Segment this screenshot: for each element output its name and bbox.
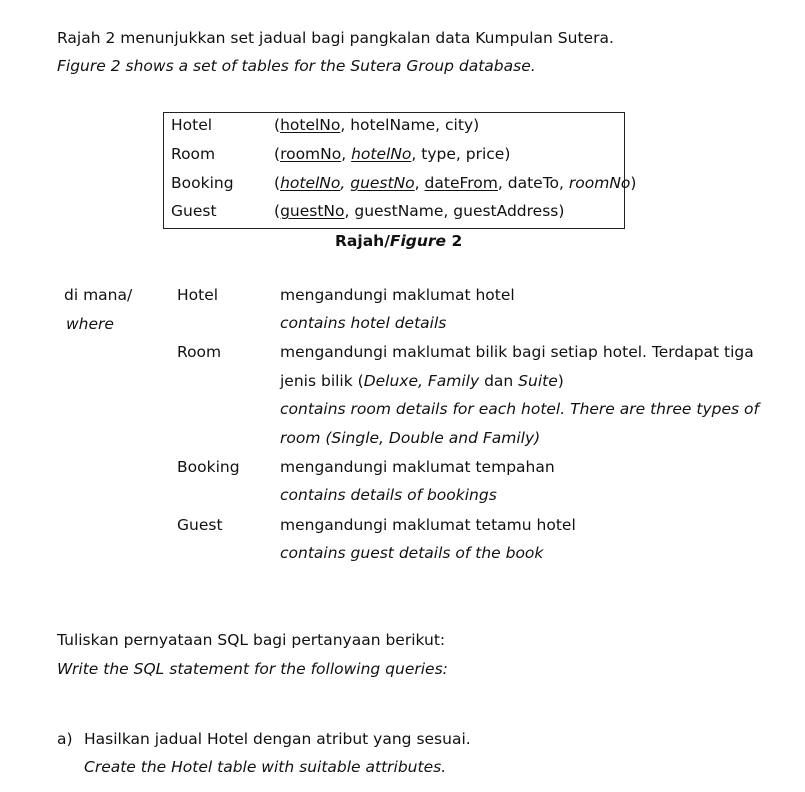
schema-key-attribute: hotelNo [280, 116, 341, 134]
room-malay-dan: dan [479, 372, 519, 390]
schema-attributes [274, 144, 510, 164]
desc-hotel-english: contains hotel details [280, 314, 447, 332]
schema-attribute-text: , [340, 174, 351, 192]
schema-attribute-text: , dateTo, [497, 174, 569, 192]
schema-paren: ( [274, 202, 281, 220]
desc-guest-english: contains guest details of the book [280, 544, 544, 562]
schema-paren: ( [274, 116, 281, 134]
caption-english: Figure [389, 232, 447, 250]
desc-room-malay-line1: mengandungi maklumat bilik bagi setiap hotel. Terdapat tiga [280, 343, 754, 361]
schema-paren: ( [274, 145, 281, 163]
room-malay-pre: jenis bilik ( [280, 372, 364, 390]
room-malay-deluxe: Deluxe, Family [363, 372, 480, 390]
desc-booking-name: Booking [177, 458, 240, 476]
schema-key-attribute: hotelNo [280, 174, 341, 192]
schema-key-attribute: guestNo [350, 174, 415, 192]
schema-table-name: Room [171, 145, 216, 163]
caption-number: 2 [446, 232, 463, 250]
schema-attribute-text: ) [630, 174, 637, 192]
question-a-label: a) [57, 730, 73, 748]
schema-attribute-text: , [414, 174, 425, 192]
desc-booking-english: contains details of bookings [280, 486, 497, 504]
desc-room-english-line2: room (Single, Double and Family) [280, 429, 541, 447]
schema-paren: ( [274, 174, 281, 192]
schema-attribute-text: , [341, 145, 352, 163]
intro-malay: Rajah 2 menunjukkan set jadual bagi pangkalan data Kumpulan Sutera. [57, 29, 614, 47]
desc-room-english-line1: contains room details for each hotel. There are three types of [280, 400, 759, 418]
desc-booking-malay: mengandungi maklumat tempahan [280, 458, 555, 476]
intro-english: Figure 2 shows a set of tables for the Sutera Group database. [57, 57, 536, 75]
schema-table-name: Guest [171, 202, 217, 220]
schema-attributes [274, 201, 564, 221]
schema-table-name: Hotel [171, 116, 213, 134]
question-a-malay: Hasilkan jadual Hotel dengan atribut yang sesuai. [84, 730, 471, 748]
question-a-english: Create the Hotel table with suitable attributes. [84, 758, 447, 776]
schema-key-attribute: dateFrom [424, 174, 498, 192]
desc-guest-malay: mengandungi maklumat tetamu hotel [280, 516, 576, 534]
schema-attribute-text: , hotelName, city) [340, 116, 480, 134]
where-english: where [66, 315, 114, 333]
desc-guest-name: Guest [177, 516, 223, 534]
room-malay-suite: Suite [518, 372, 558, 390]
caption-malay: Rajah/ [335, 232, 390, 250]
desc-hotel-name: Hotel [177, 286, 219, 304]
where-malay: di mana/ [64, 286, 133, 304]
schema-attribute-text: , type, price) [411, 145, 511, 163]
schema-attribute-text: roomNo [568, 174, 631, 192]
room-malay-close: ) [557, 372, 564, 390]
figure-caption [335, 231, 462, 251]
instruction-malay: Tuliskan pernyataan SQL bagi pertanyaan berikut: [57, 631, 446, 649]
instruction-english: Write the SQL statement for the following queries: [57, 660, 448, 678]
desc-hotel-malay: mengandungi maklumat hotel [280, 286, 515, 304]
schema-attributes [274, 115, 479, 135]
schema-key-attribute: guestNo [280, 202, 345, 220]
schema-table-name: Booking [171, 174, 234, 192]
desc-room-name: Room [177, 343, 222, 361]
schema-attribute-text: , guestName, guestAddress) [344, 202, 565, 220]
schema-key-attribute: hotelNo [351, 145, 412, 163]
schema-key-attribute: roomNo [280, 145, 342, 163]
desc-room-malay-line2 [280, 371, 564, 391]
schema-attributes [274, 173, 636, 193]
